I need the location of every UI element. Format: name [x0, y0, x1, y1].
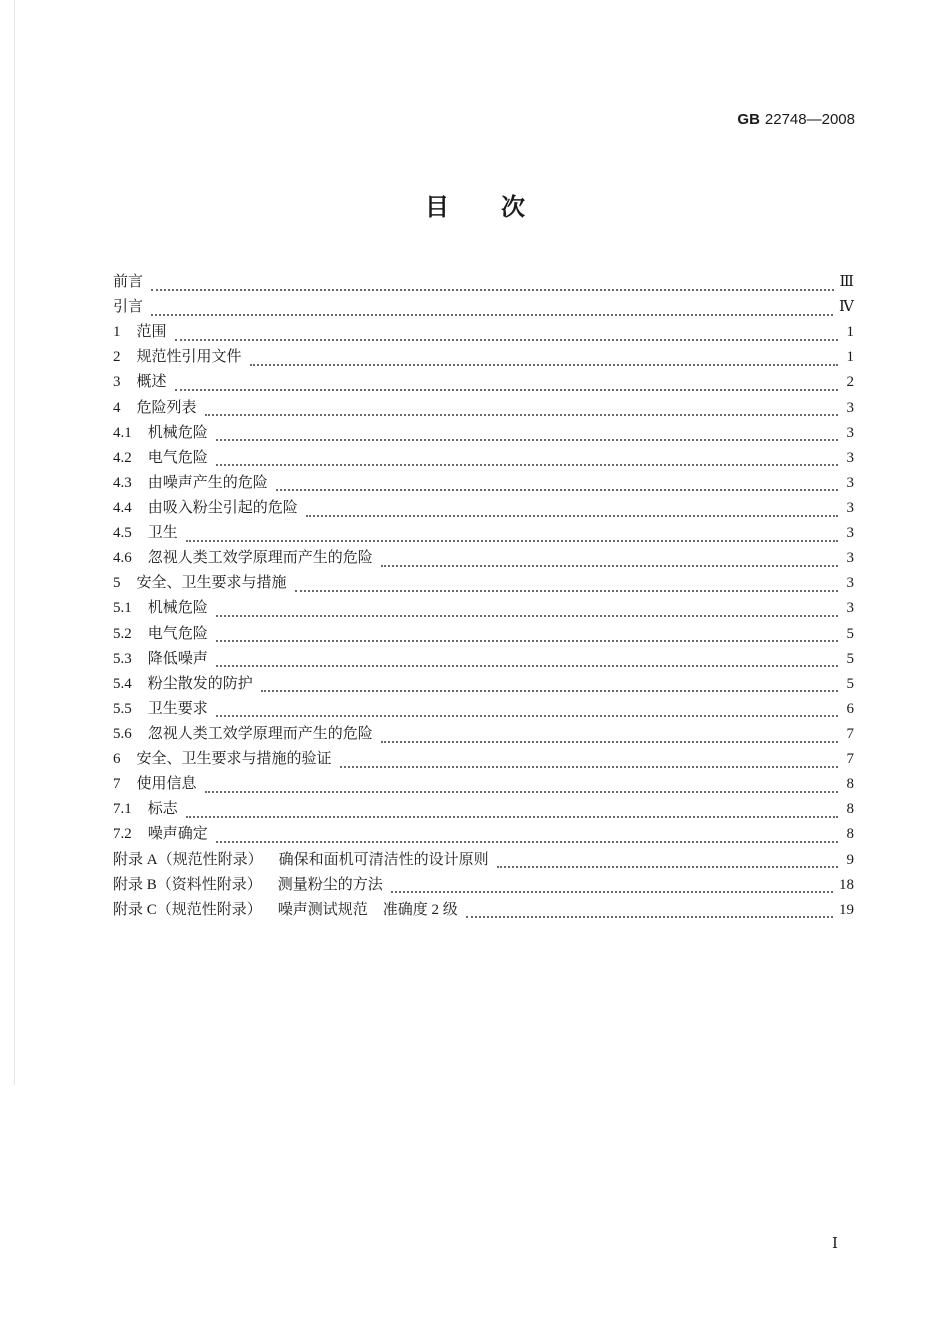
dot-leader	[216, 439, 838, 441]
toc-entry-page: Ⅳ	[839, 299, 854, 316]
toc-appendix-label: 附录 C（规范性附录）	[113, 901, 262, 918]
toc-entry-page: 3	[846, 550, 854, 567]
dot-leader	[151, 289, 834, 291]
toc-entry-number: 7	[113, 776, 121, 793]
toc-entry	[113, 521, 854, 546]
toc-entry-page: 3	[846, 424, 854, 441]
toc-entry	[113, 672, 854, 697]
toc-entry-page: 7	[846, 726, 854, 743]
dot-leader	[151, 314, 833, 316]
toc-entry-page: 3	[846, 600, 854, 617]
standard-code-prefix: GB	[737, 111, 760, 128]
toc-entry-page: 5	[846, 625, 854, 642]
toc-entry-title: 引言	[113, 299, 144, 316]
toc-entry	[113, 320, 854, 345]
toc-entry-number: 3	[113, 374, 121, 391]
toc-entry-page: 7	[846, 751, 854, 768]
toc-entry-title: 测量粉尘的方法	[277, 876, 383, 893]
dot-leader	[250, 364, 838, 366]
toc-entry-page: 5	[846, 675, 854, 692]
dot-leader	[186, 540, 838, 542]
toc-entry	[113, 270, 854, 295]
toc-entry-page: 3	[846, 575, 854, 592]
page-number: Ⅰ	[832, 1236, 838, 1252]
dot-leader	[466, 916, 833, 918]
dot-leader	[391, 891, 833, 893]
toc-entry-page: 3	[846, 399, 854, 416]
toc-appendix-entry	[113, 873, 854, 898]
toc-entry-number: 7.1	[113, 801, 132, 818]
toc-entry-page: 3	[846, 449, 854, 466]
toc-entry	[113, 345, 854, 370]
dot-leader	[205, 414, 838, 416]
dot-leader	[306, 515, 838, 517]
toc-entry	[113, 295, 854, 320]
toc-entry-title: 标志	[147, 801, 178, 818]
toc-entry-title: 电气危险	[147, 449, 208, 466]
dot-leader	[216, 665, 838, 667]
toc-entry-title: 卫生	[147, 525, 178, 542]
toc-entry	[113, 370, 854, 395]
dot-leader	[381, 565, 838, 567]
toc-entry-title: 忽视人类工效学原理而产生的危险	[147, 726, 373, 743]
toc-entry-number: 5.4	[113, 675, 132, 692]
page-title-char-1: 目	[425, 193, 449, 221]
toc-entry-number: 4.1	[113, 424, 132, 441]
toc-entry-title: 机械危险	[147, 600, 208, 617]
scan-edge-line	[14, 0, 15, 1085]
toc-entry	[113, 772, 854, 797]
dot-leader	[340, 766, 838, 768]
toc-entry-title: 确保和面机可清洁性的设计原则	[278, 851, 489, 868]
toc-entry	[113, 471, 854, 496]
toc-entry-number: 2	[113, 349, 121, 366]
toc-entry-page: 6	[846, 700, 854, 717]
toc-entry	[113, 446, 854, 471]
toc-entry	[113, 546, 854, 571]
toc-entry-title: 概述	[136, 374, 167, 391]
standard-code	[737, 110, 855, 130]
toc-entry-title: 安全、卫生要求与措施的验证	[136, 751, 332, 768]
toc-entry-title: 范围	[136, 324, 167, 341]
dot-leader	[175, 339, 838, 341]
toc-entry-number: 1	[113, 324, 121, 341]
table-of-contents	[113, 270, 854, 923]
toc-entry-title: 忽视人类工效学原理而产生的危险	[147, 550, 373, 567]
toc-entry-page: 1	[846, 349, 854, 366]
toc-entry	[113, 496, 854, 521]
toc-entry	[113, 722, 854, 747]
toc-entry-page: 5	[846, 650, 854, 667]
toc-entry-page: 1	[846, 324, 854, 341]
toc-entry-number: 5.3	[113, 650, 132, 667]
toc-entry-page: 2	[846, 374, 854, 391]
toc-entry-title: 噪声确定	[147, 826, 208, 843]
toc-entry-page: 3	[846, 525, 854, 542]
toc-entry-page: 3	[846, 474, 854, 491]
toc-entry-number: 5.2	[113, 625, 132, 642]
page-title-char-2: 次	[501, 193, 525, 221]
toc-entry-page: 9	[846, 851, 854, 868]
toc-entry-title: 规范性引用文件	[136, 349, 242, 366]
toc-entry-title: 危险列表	[136, 399, 197, 416]
toc-entry-page: 18	[839, 876, 854, 893]
toc-entry-number: 6	[113, 751, 121, 768]
toc-entry-page: 3	[846, 500, 854, 517]
toc-entry	[113, 571, 854, 596]
toc-appendix-label: 附录 A（规范性附录）	[113, 851, 263, 868]
toc-entry-number: 7.2	[113, 826, 132, 843]
dot-leader	[216, 841, 838, 843]
toc-entry-number: 4.3	[113, 474, 132, 491]
toc-entry-title: 电气危险	[147, 625, 208, 642]
toc-entry	[113, 596, 854, 621]
toc-entry	[113, 822, 854, 847]
dot-leader	[216, 615, 838, 617]
toc-entry	[113, 421, 854, 446]
standard-code-number: 22748—2008	[764, 111, 855, 128]
toc-entry-title: 前言	[113, 274, 144, 291]
dot-leader	[216, 464, 838, 466]
toc-entry-number: 5.5	[113, 700, 132, 717]
toc-entry-page: 8	[846, 826, 854, 843]
toc-entry	[113, 747, 854, 772]
toc-entry-number: 5	[113, 575, 121, 592]
dot-leader	[205, 791, 838, 793]
toc-entry-title: 由噪声产生的危险	[147, 474, 268, 491]
dot-leader	[261, 690, 838, 692]
dot-leader	[276, 489, 838, 491]
toc-entry	[113, 396, 854, 421]
toc-entry-title: 降低噪声	[147, 650, 208, 667]
toc-entry-page: 19	[839, 901, 854, 918]
dot-leader	[216, 640, 838, 642]
toc-entry-title: 粉尘散发的防护	[147, 675, 253, 692]
dot-leader	[295, 590, 838, 592]
page-title	[0, 190, 950, 224]
dot-leader	[216, 715, 838, 717]
toc-entry-number: 5.1	[113, 600, 132, 617]
toc-entry-number: 4.4	[113, 500, 132, 517]
toc-entry-title: 机械危险	[147, 424, 208, 441]
toc-entry-title: 使用信息	[136, 776, 197, 793]
dot-leader	[186, 816, 838, 818]
toc-entry-title: 噪声测试规范 准确度 2 级	[277, 901, 458, 918]
toc-entry-page: Ⅲ	[839, 274, 854, 291]
toc-entry-title: 由吸入粉尘引起的危险	[147, 500, 298, 517]
toc-entry-title: 卫生要求	[147, 700, 208, 717]
toc-appendix-entry	[113, 898, 854, 923]
toc-entry	[113, 622, 854, 647]
toc-entry-number: 4.5	[113, 525, 132, 542]
toc-entry-title: 安全、卫生要求与措施	[136, 575, 287, 592]
toc-entry	[113, 697, 854, 722]
toc-entry-number: 4	[113, 399, 121, 416]
toc-entry-number: 4.2	[113, 449, 132, 466]
toc-entry-number: 5.6	[113, 726, 132, 743]
toc-entry-number: 4.6	[113, 550, 132, 567]
toc-appendix-label: 附录 B（资料性附录）	[113, 876, 262, 893]
dot-leader	[381, 741, 838, 743]
dot-leader	[497, 866, 838, 868]
toc-entry	[113, 797, 854, 822]
toc-entry-page: 8	[846, 801, 854, 818]
dot-leader	[175, 389, 838, 391]
toc-entry-page: 8	[846, 776, 854, 793]
toc-appendix-entry	[113, 848, 854, 873]
toc-entry	[113, 647, 854, 672]
